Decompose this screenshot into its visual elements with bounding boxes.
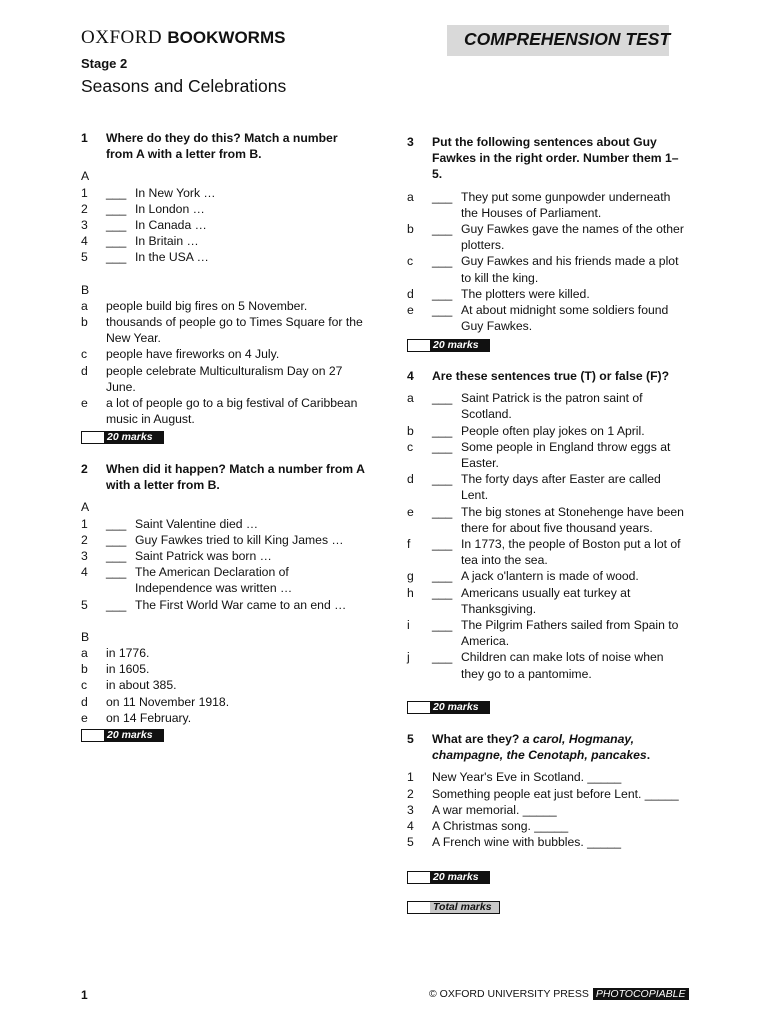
list-item: e ___ The big stones at Stonehenge have been there for about five thousand years. xyxy=(407,504,684,535)
list-item: 5 ___ In the USA … xyxy=(81,250,209,265)
marks-box xyxy=(407,701,490,714)
list-item: d ___ The forty days after Easter are called Lent. xyxy=(407,472,661,503)
question-4 xyxy=(407,368,687,682)
list-item: d on 11 November 1918. xyxy=(81,694,230,709)
list-item: b ___ Guy Fawkes gave the names of the other plotters. xyxy=(407,222,684,253)
copyright xyxy=(429,988,689,1000)
total-marks-box xyxy=(407,901,500,914)
question-heading xyxy=(407,368,687,384)
list-item: h ___ Americans usually eat turkey at Thanksgiving. xyxy=(407,585,631,616)
marks-label: 20 marks xyxy=(430,872,489,883)
list-item: d ___ The plotters were killed. xyxy=(407,286,590,301)
question-number: 2 xyxy=(81,462,88,476)
total-marks-label: Total marks xyxy=(430,902,499,913)
list-item: a in 1776. xyxy=(81,646,150,661)
list-item: c in about 385. xyxy=(81,678,177,693)
marks-label: 20 marks xyxy=(104,432,163,443)
list-item: b thousands of people go to Times Square for the New Year. xyxy=(81,315,363,346)
list-item: 4 ___ The American Declaration of Independence was written … xyxy=(81,565,293,596)
column-b-label: B xyxy=(81,629,90,644)
list-item: e a lot of people go to a big festival of Caribbean music in August. xyxy=(81,396,358,427)
marks-box xyxy=(407,339,490,352)
list-item: c ___ Some people in England throw eggs at Easter. xyxy=(407,439,671,471)
list-item: c people have fireworks on 4 July. xyxy=(81,347,280,362)
page-number: 1 xyxy=(81,988,88,1002)
test-label: COMPREHENSION TEST xyxy=(464,29,671,49)
brand-oxford: OXFORD xyxy=(81,27,163,48)
list-item: 4 ___ In Britain … xyxy=(81,234,199,249)
question-number: 5 xyxy=(407,732,414,746)
question-5 xyxy=(407,731,687,850)
marks-box xyxy=(407,871,490,884)
marks-label: 20 marks xyxy=(430,340,489,351)
list-item: 4 A Christmas song. _____ xyxy=(407,819,569,834)
question-text: Are these sentences true (T) or false (F)? xyxy=(432,369,670,383)
page-title: Seasons and Celebrations xyxy=(81,76,287,96)
question-number: 3 xyxy=(407,135,414,149)
question-heading: 5 What are they? a carol, Hogmanay, champagne, the Cenotaph, pancakes. xyxy=(407,732,651,763)
list-item: a ___ Saint Patrick is the patron saint of Scotland. xyxy=(407,391,643,422)
brand-logo xyxy=(81,27,285,49)
column-a-label: A xyxy=(81,169,90,184)
list-item: a ___ They put some gunpowder underneath the Houses of Parliament. xyxy=(407,189,671,220)
list-item: f ___ In 1773, the people of Boston put a lot of tea into the sea. xyxy=(407,537,681,568)
list-item: d people celebrate Multiculturalism Day on 27 June. xyxy=(81,363,343,394)
list-item: 3 A war memorial. _____ xyxy=(407,802,557,817)
marks-box xyxy=(81,729,164,742)
stage-label: Stage 2 xyxy=(81,56,128,71)
list-item: 2 ___ Guy Fawkes tried to kill King James … xyxy=(81,532,344,547)
list-item: 5 ___ The First World War came to an end … xyxy=(81,597,347,612)
list-item: 1 ___ Saint Valentine died … xyxy=(81,516,259,531)
photocopiable-badge: PHOTOCOPIABLE xyxy=(593,988,689,1000)
question-text: Put the following sentences about Guy Fawkes in the right order. Number them 1–5. xyxy=(432,135,679,182)
marks-box xyxy=(81,431,164,444)
list-item: c ___ Guy Fawkes and his friends made a plot to kill the king. xyxy=(407,254,679,285)
question-options: a carol, Hogmanay, champagne, the Cenotaph, pancakes xyxy=(432,732,647,763)
list-item: e on 14 February. xyxy=(81,710,192,725)
question-heading xyxy=(81,461,366,493)
list-item: 3 ___ Saint Patrick was born … xyxy=(81,549,272,564)
question-text: Where do they do this? Match a number from A with a letter from B. xyxy=(106,131,338,162)
list-item: b in 1605. xyxy=(81,662,150,677)
question-text: When did it happen? Match a number from A with a letter from B. xyxy=(106,462,365,493)
list-item: 1 New Year's Eve in Scotland. _____ xyxy=(407,770,622,785)
list-item: a people build big fires on 5 November. xyxy=(81,298,308,313)
question-number: 1 xyxy=(81,131,88,145)
list-item: b ___ People often play jokes on 1 April. xyxy=(407,423,645,438)
question-3 xyxy=(407,134,687,334)
list-item: 5 A French wine with bubbles. _____ xyxy=(407,835,622,850)
question-heading xyxy=(407,134,687,183)
question-number: 4 xyxy=(407,369,414,383)
brand-bookworms: BOOKWORMS xyxy=(167,28,286,47)
list-item: 1 ___ In New York … xyxy=(81,185,216,200)
question-text: What are they? xyxy=(432,732,520,746)
list-item: 2 ___ In London … xyxy=(81,201,205,216)
list-item: j ___ Children can make lots of noise when they go to a pantomime. xyxy=(407,650,664,681)
column-b-label: B xyxy=(81,282,90,297)
question-2 xyxy=(81,461,366,726)
list-item: 2 Something people eat just before Lent. _____ xyxy=(407,786,679,801)
list-item: i ___ The Pilgrim Fathers sailed from Spain to America. xyxy=(407,618,679,649)
column-a-label: A xyxy=(81,500,90,515)
list-item: 3 ___ In Canada … xyxy=(81,218,207,233)
copyright-text: © OXFORD UNIVERSITY PRESS xyxy=(429,988,589,1000)
question-heading xyxy=(81,130,366,162)
list-item: e ___ At about midnight some soldiers found Guy Fawkes. xyxy=(407,303,669,334)
question-1 xyxy=(81,130,366,427)
marks-label: 20 marks xyxy=(104,730,163,741)
list-item: g ___ A jack o'lantern is made of wood. xyxy=(407,569,639,584)
marks-label: 20 marks xyxy=(430,702,489,713)
